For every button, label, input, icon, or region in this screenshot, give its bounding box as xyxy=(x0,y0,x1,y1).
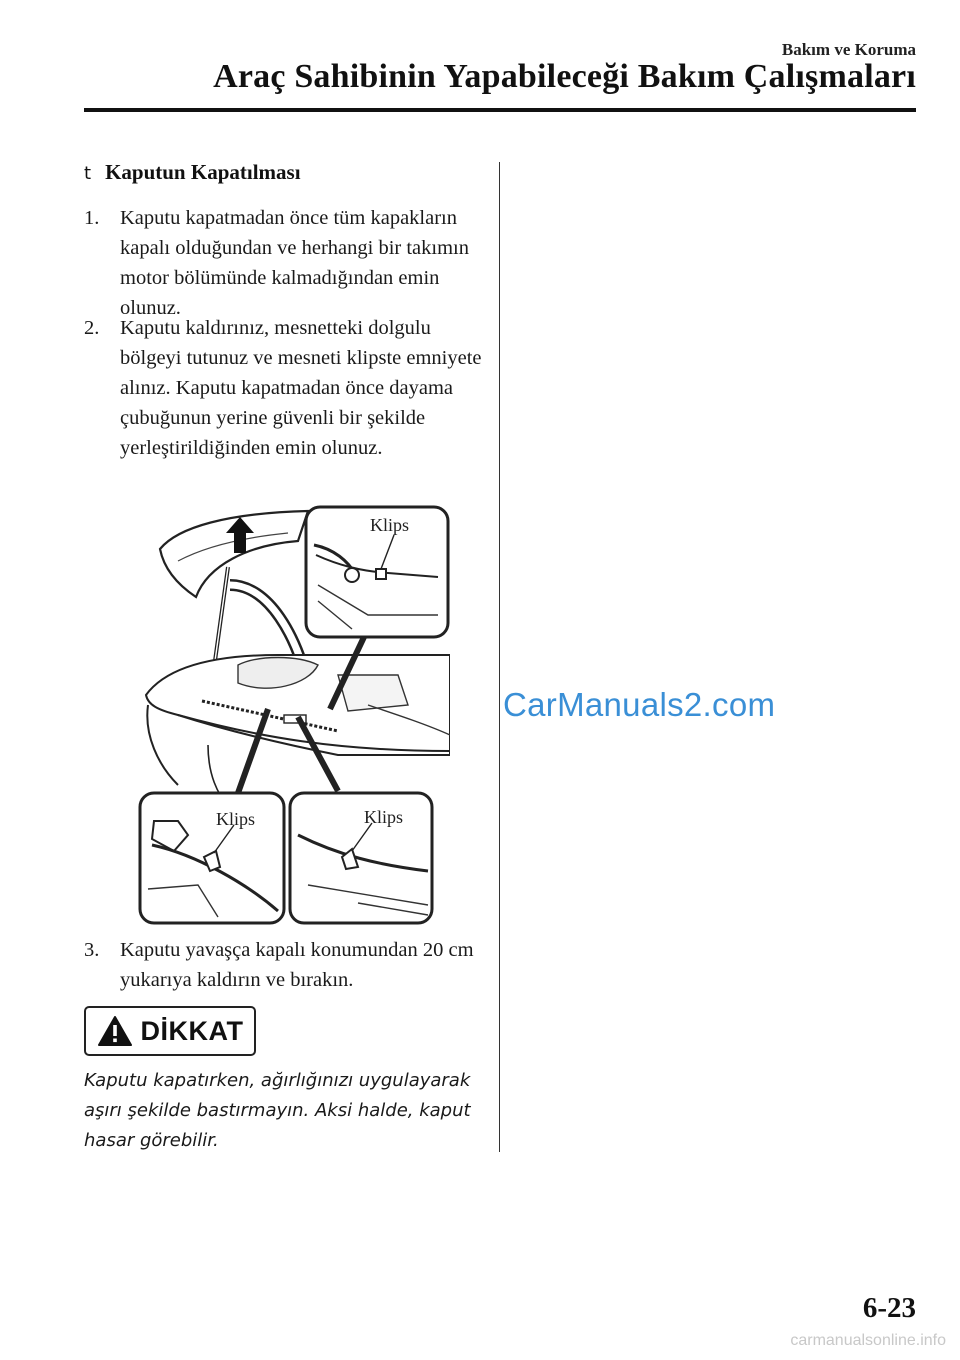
clip-label-right: Klips xyxy=(364,807,404,827)
clip-label-top: Klips xyxy=(370,515,410,535)
step-text: Kaputu kaldırınız, mesnetteki dolgulu bölgeyi tutunuz ve mesneti klipste emniyete alınız. Kaputu kapatmadan önce dayama çubuğunun yerine güvenli bir şekilde yerleştirildiğinden emin olunuz. xyxy=(120,317,482,459)
header-section-label: Bakım ve Koruma xyxy=(781,40,916,59)
step-text: Kaputu yavaşça kapalı konumundan 20 cm yukarıya kaldırın ve bırakın. xyxy=(120,939,474,991)
step-number: 3. xyxy=(84,939,100,961)
top-clip-inset xyxy=(306,507,448,637)
section-heading xyxy=(84,160,301,185)
hood-clip-figure xyxy=(138,505,450,925)
step-2 xyxy=(84,313,484,463)
page-number: 6-23 xyxy=(862,1292,916,1324)
caution-box xyxy=(84,1006,256,1056)
page-title: Araç Sahibinin Yapabileceği Bakım Çalışmaları xyxy=(213,58,916,95)
watermark: CarManuals2.com xyxy=(503,686,776,723)
clip-label-left: Klips xyxy=(216,809,256,829)
left-clip-inset xyxy=(140,793,284,923)
step-number: 1. xyxy=(84,207,100,229)
caution-label: DİKKAT xyxy=(140,1015,244,1046)
step-3 xyxy=(84,935,484,995)
heading-bullet-icon: t xyxy=(84,163,92,184)
step-text: Kaputu kapatmadan önce tüm kapakların kapalı olduğundan ve herhangi bir takımın motor bölümünde kalmadığından emin olunuz. xyxy=(120,207,469,319)
header-rule xyxy=(84,108,916,112)
step-1 xyxy=(84,203,484,323)
section-heading-text: Kaputun Kapatılması xyxy=(105,160,301,184)
right-clip-inset xyxy=(290,793,432,923)
hood-illustration xyxy=(138,505,450,925)
column-divider xyxy=(499,162,500,1152)
footer-url: carmanualsonline.info xyxy=(790,1332,946,1349)
step-number: 2. xyxy=(84,317,100,339)
warning-triangle-icon xyxy=(97,1015,133,1047)
caution-text: Kaputu kapatırken, ağırlığınızı uygulayarak aşırı şekilde bastırmayın. Aksi halde, kaput hasar görebilir. xyxy=(84,1070,471,1151)
